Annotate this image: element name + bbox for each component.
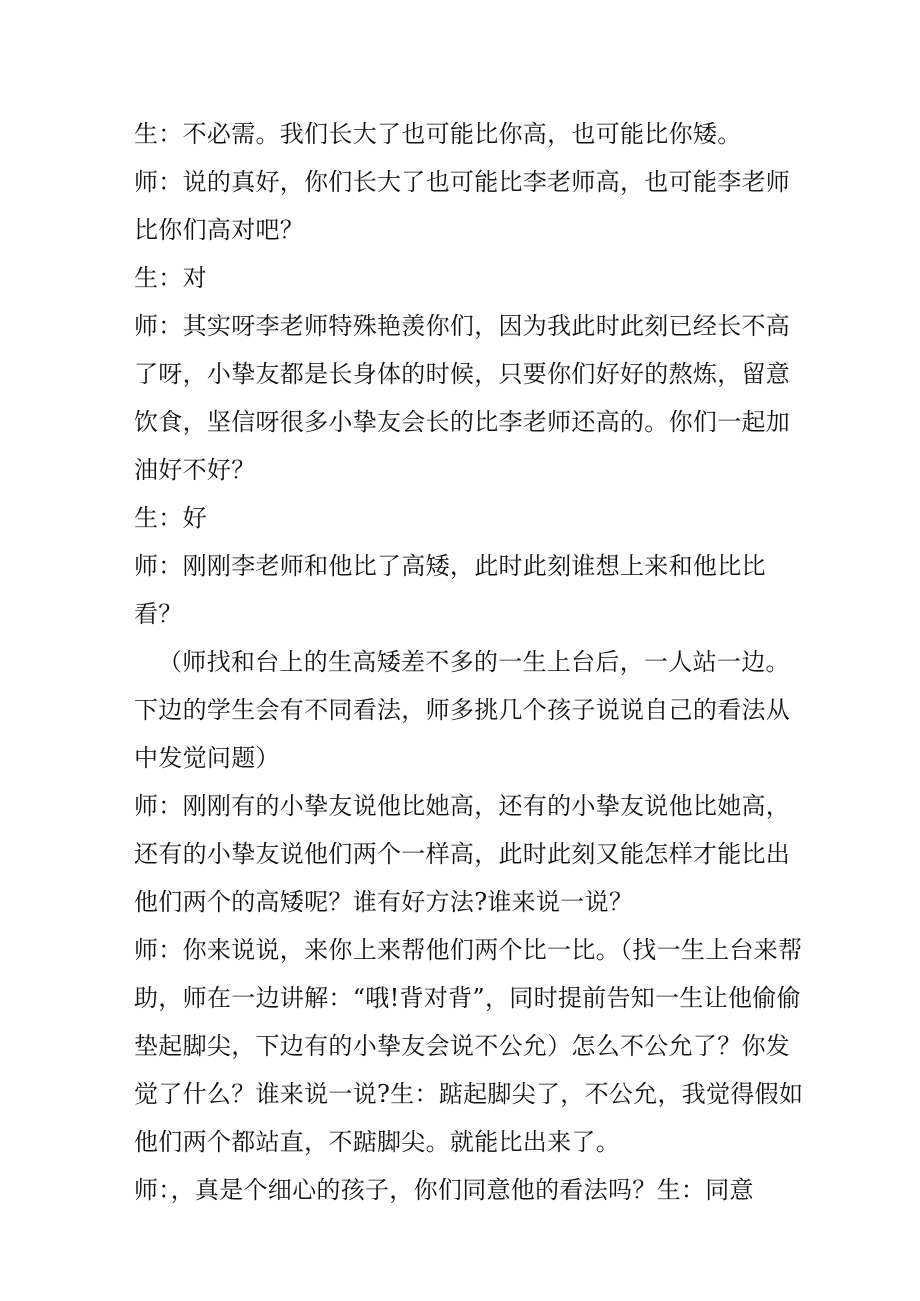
document-body — [134, 110, 814, 1214]
dialogue-paragraph: 生：对 — [134, 264, 207, 292]
dialogue-paragraph: 生：不必需。我们长大了也可能比你高，也可能比你矮。 — [134, 120, 742, 148]
dialogue-paragraph: 师：你来说说，来你上来帮他们两个比一比。（找一生上台来帮助，师在一边讲解：“哦!背对背”，同时提前告知一生让他偷偷垫起脚尖，下边有的小挚友会说不公允）怎么不公允了？你发觉了什么？谁来说一说?生：踮起脚尖了，不公允，我觉得假如他们两个都站直，不踮脚尖。就能比出来了。 — [134, 936, 804, 1156]
dialogue-paragraph: 生：好 — [134, 504, 207, 532]
dialogue-paragraph: 师：其实呀李老师特殊艳羡你们，因为我此时此刻已经长不高了呀，小挚友都是长身体的时候，只要你们好好的熬炼，留意饮食，坚信呀很多小挚友会长的比李老师还高的。你们一起加油好不好？ — [134, 312, 791, 484]
dialogue-paragraph: 师：说的真好，你们长大了也可能比李老师高，也可能李老师比你们高对吧？ — [134, 168, 791, 244]
dialogue-paragraph: 师：刚刚李老师和他比了高矮，此时此刻谁想上来和他比比看？ — [134, 552, 766, 628]
dialogue-paragraph: 师：，真是个细心的孩子，你们同意他的看法吗？生：同意 — [134, 1176, 754, 1204]
dialogue-paragraph: 师：刚刚有的小挚友说他比她高，还有的小挚友说他比她高，还有的小挚友说他们两个一样高，此时此刻又能怎样才能比出他们两个的高矮呢？谁有好方法?谁来说一说？ — [134, 792, 791, 916]
stage-direction-paragraph: （师找和台上的生高矮差不多的一生上台后，一人站一边。下边的学生会有不同看法，师多挑几个孩子说说自己的看法从中发觉问题） — [134, 648, 791, 772]
